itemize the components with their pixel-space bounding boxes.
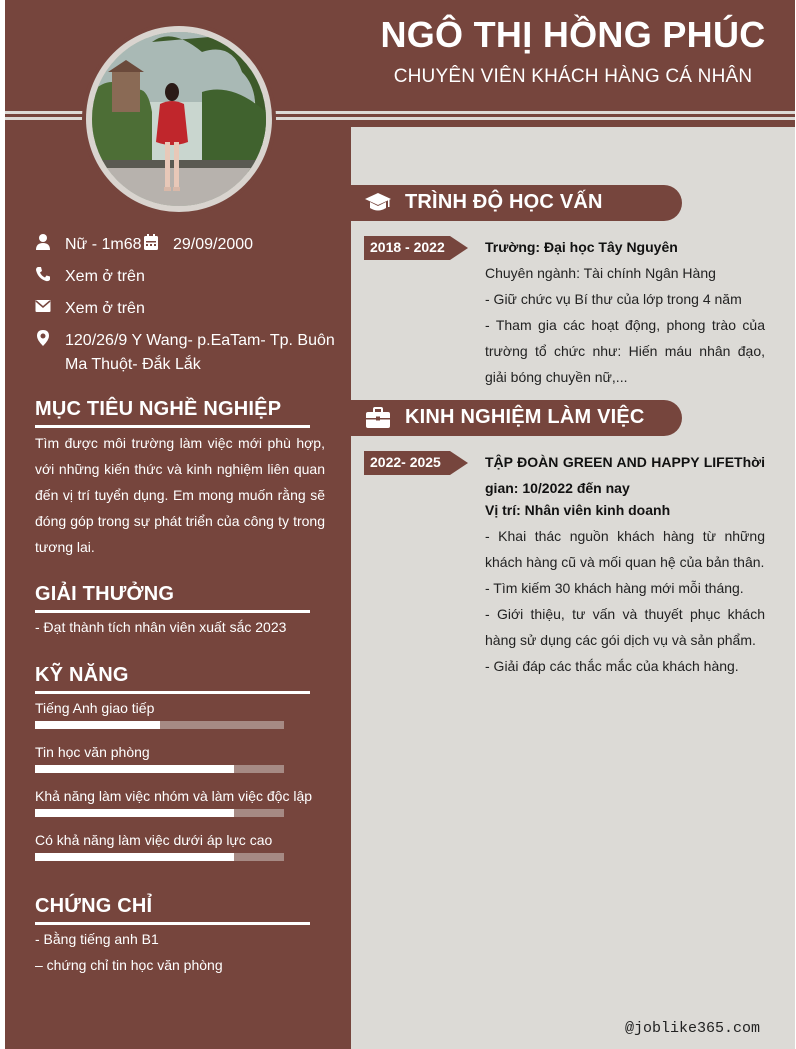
candidate-title: CHUYÊN VIÊN KHÁCH HÀNG CÁ NHÂN [393, 66, 753, 87]
experience-heading: KINH NGHIỆM LÀM VIỆC [405, 406, 645, 428]
education-heading: TRÌNH ĐỘ HỌC VẤN [405, 191, 603, 213]
skill-label: Khả năng làm việc nhóm và làm việc độc lập [35, 788, 313, 804]
award-item: - Đạt thành tích nhân viên xuất sắc 2023 [35, 619, 287, 635]
certificate-item: - Bằng tiếng anh B1 [35, 931, 159, 947]
experience-banner [351, 400, 682, 436]
skill-label: Tin học văn phòng [35, 744, 150, 760]
objective-text: Tìm được môi trường làm việc mới phù hợp, với những kiến thức và kinh nghiệm liên quan đến vị trí tuyển dụng. Em mong muốn rằng sẽ đóng góp trong sự phát triển của công ty trong tương lai. [35, 435, 325, 555]
experience-duty: - Tìm kiếm 30 khách hàng mới mỗi tháng. [485, 580, 744, 596]
skill-label: Có khả năng làm việc dưới áp lực cao [35, 832, 273, 848]
skill-bar-fill [35, 721, 160, 729]
experience-duty: - Khai thác nguồn khách hàng từ những khách hàng cũ và mối quan hệ của bản thân. [485, 528, 765, 570]
avatar [82, 22, 276, 216]
graduation-cap-icon [365, 191, 391, 215]
map-pin-icon [35, 329, 51, 347]
phone-icon [35, 265, 51, 283]
skill-bar [35, 765, 284, 773]
envelope-icon [35, 297, 51, 315]
skill-bar-fill [35, 853, 234, 861]
calendar-icon [143, 233, 159, 251]
objective-heading: MỤC TIÊU NGHỀ NGHIỆP [35, 398, 282, 420]
education-school: Trường: Đại học Tây Nguyên [485, 239, 678, 255]
skills-heading: KỸ NĂNG [35, 664, 129, 686]
education-major: Chuyên ngành: Tài chính Ngân Hàng [485, 265, 716, 281]
awards-divider [35, 610, 310, 613]
skill-bar [35, 809, 284, 817]
objective-divider [35, 425, 310, 428]
skill-bar-fill [35, 809, 234, 817]
skill-bar [35, 853, 284, 861]
footer-credit: @joblike365.com [625, 1020, 761, 1037]
certificates-divider [35, 922, 310, 925]
certificate-item: – chứng chỉ tin học văn phòng [35, 957, 223, 973]
resume-page: NGÔ THỊ HỒNG PHÚC CHUYÊN VIÊN KHÁCH HÀNG CÁ NHÂN Nữ - 1m68 29/09/2000 Xem ở trên Xem ở trên 120/26/9 Y Wang- p.EaTam- Tp. Buôn Ma Thuột- Đắk Lắk MỤC TIÊU NGHỀ NGHIỆP Tìm được môi trường làm việc mới phù hợp, với những kiến thức và kinh nghiệm liên quan đến vị trí tuyển dụng. Em mong muốn rằng sẽ đóng góp trong sự phát triển của công ty trong tương lai. GIẢI THƯỞNG - Đạt thành tích nhân viên xuất sắc 2023 KỸ NĂNG Tiếng Anh giao tiếp Tin học văn phòng Khả năng làm việc nhóm và làm việc độc lập Có khả năng làm việc dưới áp lực cao CHỨNG CHỈ - Bằng tiếng anh B1 – chứng chỉ tin học văn phòng TRÌNH ĐỘ HỌC VẤN 2018 - 2022 Trường: Đại học Tây Nguyên Chuyên ngành: Tài chính Ngân Hàng - Giữ chức vụ Bí thư của lớp trong 4 năm - Tham gia các hoạt động, phong trào của trường tổ chức như: Hiến máu nhân đạo, giải bóng chuyền nữ,... KINH NGHIỆM LÀM VIỆC 2022- 2025 TẬP ĐOÀN GREEN AND HAPPY LIFEThời gian: 10/2022 đến nay Vị trí: Nhân viên kinh doanh - Khai thác nguồn khách hàng từ những khách hàng cũ và mối quan hệ của bản thân. - Tìm kiếm 30 khách hàng mới mỗi tháng. - Giới thiệu, tư vấn và thuyết phục khách hàng sử dụng các gói dịch vụ và sản phẩm. - Giải đáp các thắc mắc của khách hàng. @joblike365.com [5, 0, 795, 1049]
education-detail: - Giữ chức vụ Bí thư của lớp trong 4 năm [485, 291, 742, 307]
briefcase-icon [365, 406, 391, 430]
profile-photo [92, 32, 266, 206]
candidate-name: NGÔ THỊ HỒNG PHÚC [380, 14, 766, 55]
skills-divider [35, 691, 310, 694]
certificates-heading: CHỨNG CHỈ [35, 895, 153, 917]
experience-company: TẬP ĐOÀN GREEN AND HAPPY LIFEThời gian: 10/2022 đến nay [485, 454, 765, 496]
user-icon [35, 233, 51, 251]
awards-heading: GIẢI THƯỞNG [35, 583, 175, 605]
experience-position: Vị trí: Nhân viên kinh doanh [485, 502, 671, 518]
experience-duty: - Giới thiệu, tư vấn và thuyết phục khách hàng sử dụng các gói dịch vụ và sản phẩm. [485, 606, 765, 648]
skill-label: Tiếng Anh giao tiếp [35, 700, 155, 716]
education-banner [351, 185, 682, 221]
education-detail: - Tham gia các hoạt động, phong trào của trường tổ chức như: Hiến máu nhân đạo, giải bóng chuyền nữ,... [485, 317, 765, 385]
experience-duty: - Giải đáp các thắc mắc của khách hàng. [485, 658, 739, 674]
skill-bar [35, 721, 284, 729]
profile-photo-image [92, 32, 266, 206]
skill-bar-fill [35, 765, 234, 773]
